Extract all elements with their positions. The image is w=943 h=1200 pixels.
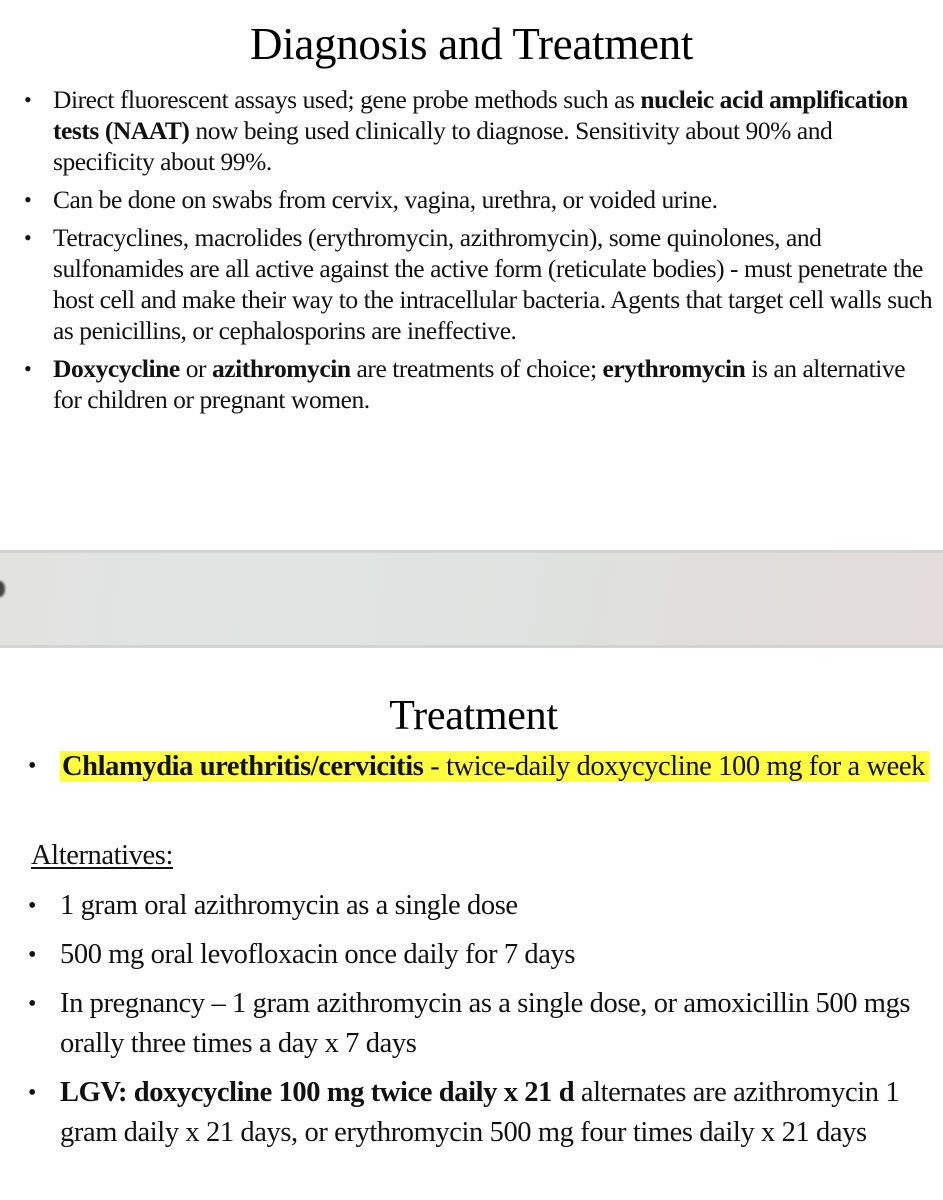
highlighted-text — [60, 751, 929, 782]
bullet-item — [24, 84, 936, 177]
bold-text: nucleic acid amplification tests (NAAT) — [53, 85, 908, 145]
bullet-icon: • — [28, 942, 37, 968]
bullet-list — [24, 84, 936, 422]
bullet-item — [28, 1073, 938, 1153]
alternatives-label: Alternatives: — [31, 840, 174, 871]
bullet-icon: • — [24, 356, 32, 381]
plain-text: now being used clinically to diagnose. Sensitivity about 90% and specificity about 99%. — [53, 116, 833, 176]
bold-text: Doxycycline — [53, 354, 180, 383]
scroll-handle-icon[interactable] — [0, 581, 5, 597]
bullet-text — [53, 354, 905, 414]
bullet-item — [28, 935, 938, 975]
bullet-item — [24, 184, 936, 215]
plain-text: is an alternative for children or pregnant women. — [53, 354, 906, 414]
bullet-icon: • — [24, 225, 32, 250]
bullet-text — [60, 1077, 899, 1148]
plain-text: Tetracyclines, macrolides (erythromycin, azithromycin), some quinolones, and sulfonamides are all active against the active form (reticulate bodies) - must penetrate the host cell and make their way to the intracellular bacteria. Agents that target cell walls such as penicillins, or cephalosporins are ineffective. — [53, 223, 933, 345]
bullet-text — [60, 939, 575, 970]
highlighted-bullet-list — [28, 746, 938, 787]
alternatives-list — [28, 886, 938, 1162]
bullet-icon: • — [28, 753, 37, 779]
plain-text: 500 mg oral levofloxacin once daily for 7 days — [60, 939, 576, 970]
bullet-icon: • — [28, 893, 37, 919]
bullet-text — [53, 85, 908, 176]
bold-text: LGV: doxycycline 100 mg twice daily x 21 d — [60, 1077, 575, 1108]
bullet-text — [53, 223, 932, 345]
bullet-text — [60, 890, 518, 921]
plain-text: are treatments of choice; — [350, 354, 603, 383]
plain-text: alternates are azithromycin 1 gram daily x 21 days, or erythromycin 500 mg four times daily x 21 days — [60, 1077, 900, 1148]
plain-text: 1 gram oral azithromycin as a single dose — [60, 890, 518, 921]
slide-separator-band — [0, 550, 943, 648]
bullet-text — [53, 185, 718, 214]
bold-text: azithromycin — [211, 354, 351, 383]
bullet-item — [24, 222, 936, 346]
highlighted-bullet-item — [28, 746, 938, 787]
bullet-icon: • — [28, 1080, 37, 1106]
plain-text: Can be done on swabs from cervix, vagina, urethra, or voided urine. — [53, 185, 718, 214]
bullet-icon: • — [24, 87, 32, 112]
bullet-text — [60, 988, 910, 1059]
bullet-icon: • — [28, 991, 37, 1017]
bullet-item — [24, 353, 936, 415]
bullet-item — [28, 886, 938, 926]
plain-text: In pregnancy – 1 gram azithromycin as a single dose, or amoxicillin 500 mgs orally three times a day x 7 days — [60, 988, 911, 1059]
slide-diagnosis-and-treatment — [0, 0, 943, 550]
plain-text: Direct fluorescent assays used; gene probe methods such as — [53, 85, 641, 114]
slide-treatment — [0, 648, 943, 1200]
bold-text: erythromycin — [602, 354, 746, 383]
slide-title: Diagnosis and Treatment — [249, 19, 694, 69]
plain-text: or — [179, 354, 212, 383]
slide-title: Treatment — [389, 693, 558, 739]
bullet-item — [28, 984, 938, 1064]
bold-text: Chlamydia urethritis/cervicitis — [62, 751, 424, 782]
plain-text: - twice-daily doxycycline 100 mg for a week — [423, 751, 926, 782]
bullet-icon: • — [24, 187, 32, 212]
